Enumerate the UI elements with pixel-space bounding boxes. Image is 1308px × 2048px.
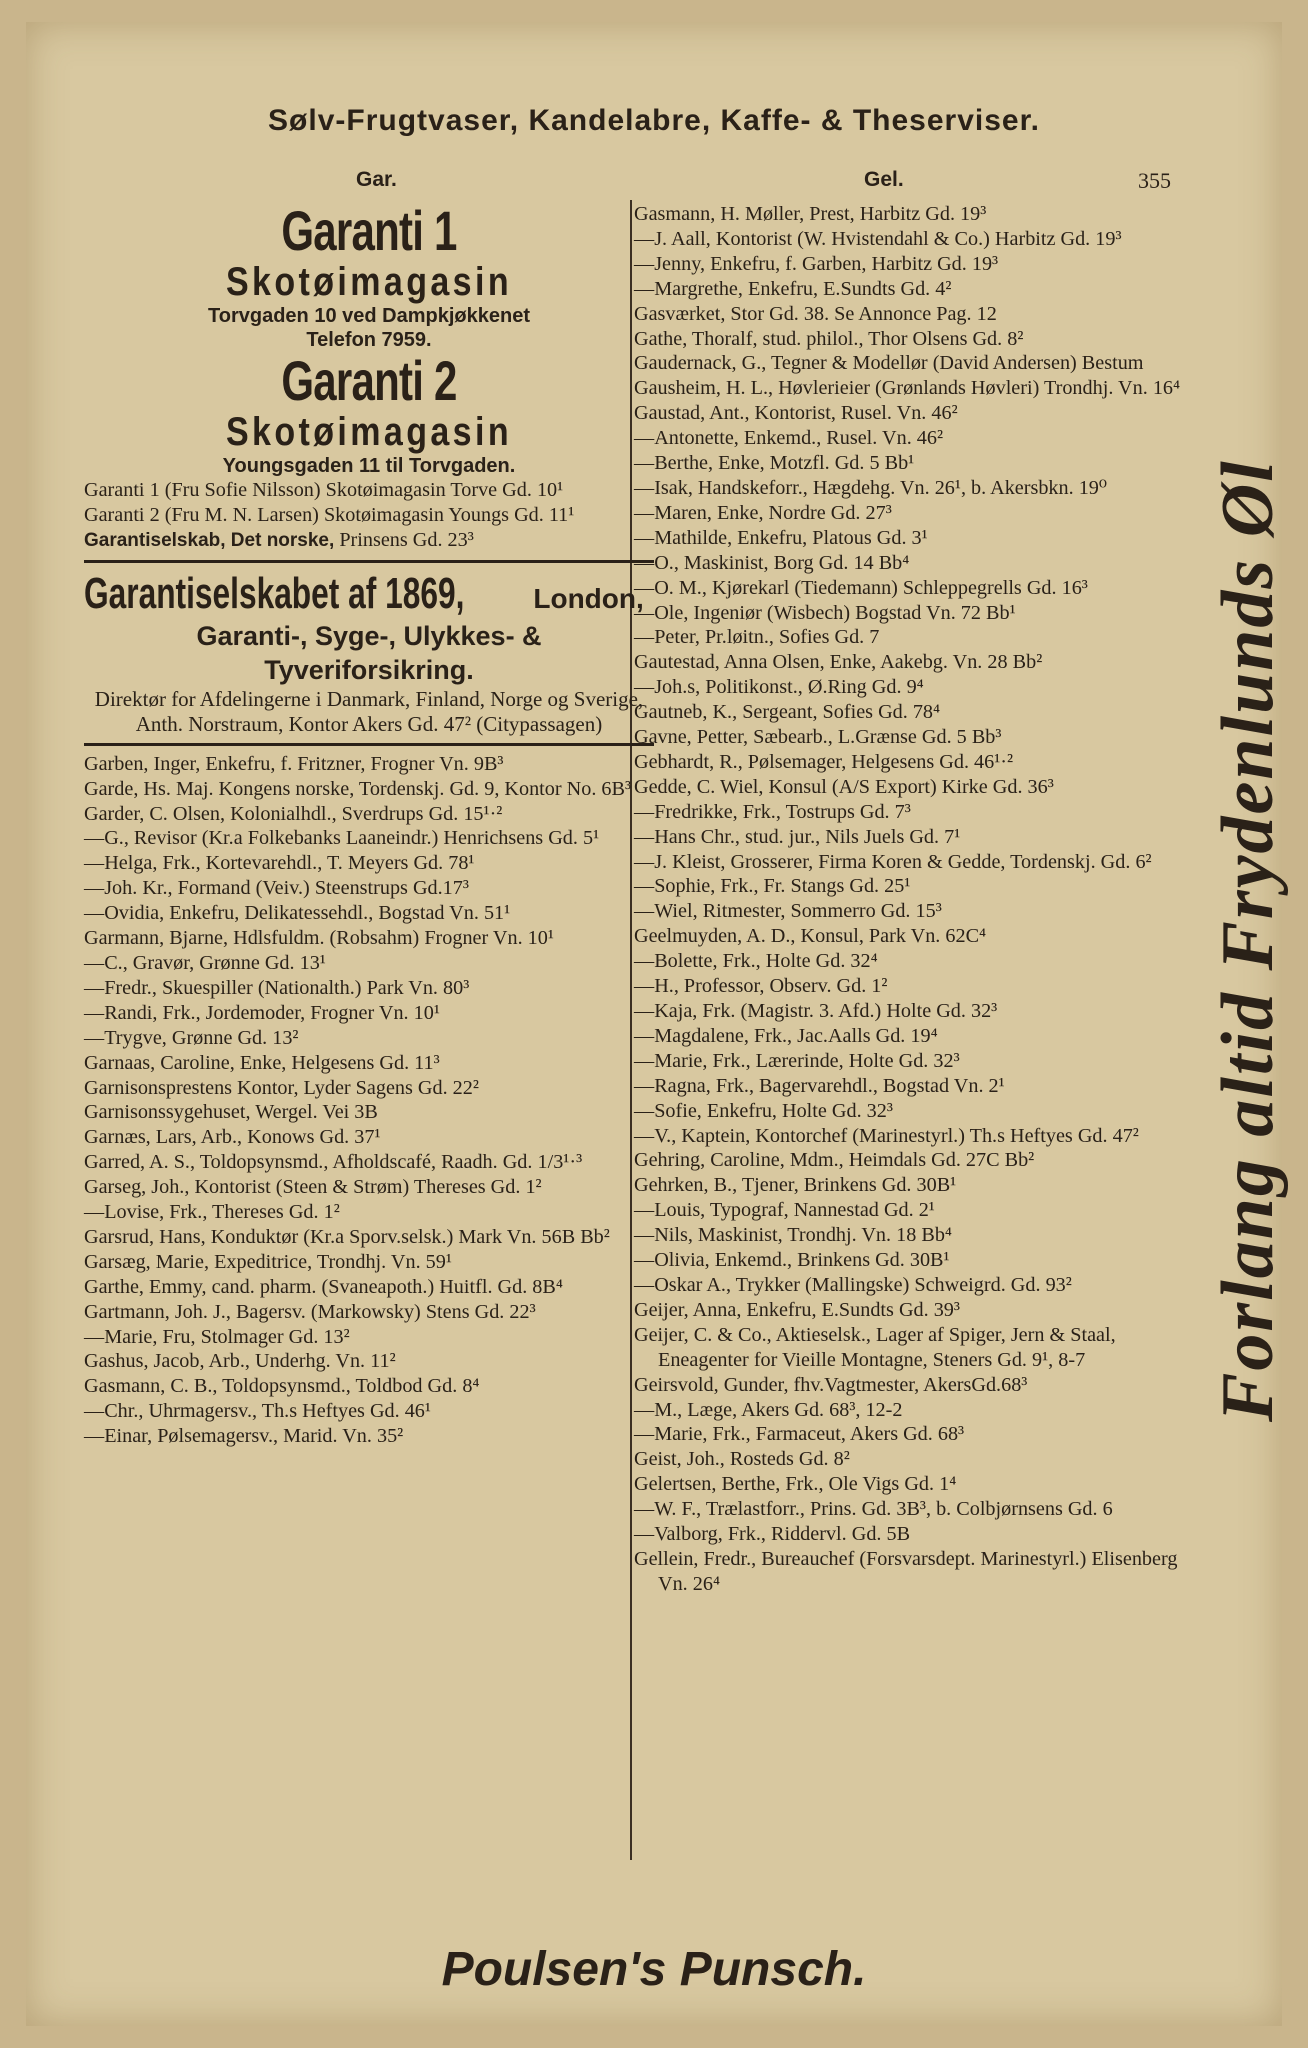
list-item: Gaudernack, G., Tegner & Modellør (David Andersen) Bestum xyxy=(634,352,1144,375)
list-item: Garnisonsprestens Kontor, Lyder Sagens Gd. 22² xyxy=(84,1076,479,1099)
insurance-ad-line1: Garanti-, Syge-, Ulykkes- & xyxy=(196,620,542,651)
list-item: —Jenny, Enkefru, f. Garben, Harbitz Gd. 19³ xyxy=(634,252,999,275)
list-item: —Joh. Kr., Formand (Veiv.) Steenstrups Gd.17³ xyxy=(84,877,469,900)
garanti-2-title: Garanti 2 xyxy=(281,349,457,412)
list-item: Garnaas, Caroline, Enke, Helgesens Gd. 11³ xyxy=(84,1051,440,1074)
divider-rule xyxy=(84,560,654,563)
list-item: —Sofie, Enkefru, Holte Gd. 32³ xyxy=(634,1099,893,1122)
list-item: Garben, Inger, Enkefru, f. Fritzner, Frogner Vn. 9B³ xyxy=(84,752,504,775)
page-number: 355 xyxy=(1138,168,1171,193)
list-item: Gehring, Caroline, Mdm., Heimdals Gd. 27C Bb² xyxy=(634,1149,1035,1172)
insurance-ad xyxy=(84,569,654,737)
list-item: —O., Maskinist, Borg Gd. 14 Bb⁴ xyxy=(634,551,910,574)
list-item: —W. F., Trælastforr., Prins. Gd. 3B³, b. Colbjørnsens Gd. 6 xyxy=(634,1498,1113,1521)
list-item: —Marie, Frk., Farmaceut, Akers Gd. 68³ xyxy=(634,1423,965,1446)
list-item: Garder, C. Olsen, Kolonialhdl., Sverdrups Gd. 15¹·² xyxy=(84,802,503,825)
list-item: Gaustad, Ant., Kontorist, Rusel. Vn. 46² xyxy=(634,402,958,425)
list-item: —Sophie, Frk., Fr. Stangs Gd. 25¹ xyxy=(634,875,911,898)
list-item: —Olivia, Enkemd., Brinkens Gd. 30B¹ xyxy=(634,1249,950,1272)
garanti-ad xyxy=(84,199,654,478)
list-item: Garnisonssygehuset, Wergel. Vei 3B xyxy=(84,1101,378,1124)
list-item: —Lovise, Frk., Thereses Gd. 1² xyxy=(84,1201,340,1224)
insurance-ad-title: Garantiselskabet af 1869, xyxy=(84,568,465,618)
list-item: Garsæg, Marie, Expeditrice, Trondhj. Vn. 59¹ xyxy=(84,1250,452,1273)
list-item: —Oskar A., Trykker (Mallingske) Schweigrd. Gd. 93² xyxy=(634,1273,1072,1296)
garanti-2-address: Youngsgaden 11 til Torvgaden. xyxy=(222,455,516,477)
list-item: —Bolette, Frk., Holte Gd. 32⁴ xyxy=(634,950,878,973)
right-entry-list xyxy=(634,202,1210,1597)
top-banner-ad: Sølv-Frugtvaser, Kandelabre, Kaffe- & Theserviser. xyxy=(268,104,1040,137)
list-item: —Louis, Typograf, Nannestad Gd. 2¹ xyxy=(634,1199,935,1222)
list-item: —C., Gravør, Grønne Gd. 13¹ xyxy=(84,951,326,974)
list-item: Garthe, Emmy, cand. pharm. (Svaneapoth.) Huitfl. Gd. 8B⁴ xyxy=(84,1275,563,1298)
list-item: —J. Aall, Kontorist (W. Hvistendahl & Co.) Harbitz Gd. 19³ xyxy=(634,227,1122,250)
list-item: Gasmann, C. B., Toldopsynsmd., Toldbod Gd. 8⁴ xyxy=(84,1375,480,1398)
garanti-2-shop: Skotøimagasin xyxy=(225,410,513,454)
list-item: Gavne, Petter, Sæbearb., L.Grænse Gd. 5 Bb³ xyxy=(634,726,1002,749)
header-range-end: Gel. xyxy=(864,168,904,191)
list-item: —G., Revisor (Kr.a Folkebanks Laaneindr.) Henrichsens Gd. 5¹ xyxy=(84,827,600,850)
list-item: Gautneb, K., Sergeant, Sofies Gd. 78⁴ xyxy=(634,701,941,724)
garanti-1-phone: Telefon 7959. xyxy=(306,329,432,351)
list-item: —Fredr., Skuespiller (Nationalth.) Park Vn. 80³ xyxy=(84,976,470,999)
list-item: —Ole, Ingeniør (Wisbech) Bogstad Vn. 72 Bb¹ xyxy=(634,601,1016,624)
list-item: Gausheim, H. L., Høvlerieier (Grønlands Høvleri) Trondhj. Vn. 16⁴ xyxy=(634,377,1181,400)
right-column xyxy=(634,202,1210,1597)
list-item: Gedde, C. Wiel, Konsul (A/S Export) Kirke Gd. 36³ xyxy=(634,775,1054,798)
list-item: Geelmuyden, A. D., Konsul, Park Vn. 62C⁴ xyxy=(634,925,987,948)
list-item: Gelertsen, Berthe, Frk., Ole Vigs Gd. 1⁴ xyxy=(634,1473,957,1496)
side-advertisement: Forlang altid Frydenlunds Øl xyxy=(1207,459,1289,1422)
list-item: —Chr., Uhrmagersv., Th.s Heftyes Gd. 46¹ xyxy=(84,1400,431,1423)
list-item: Garanti 2 (Fru M. N. Larsen) Skotøimagasin Youngs Gd. 11¹ xyxy=(84,503,575,526)
list-item: Gasmann, H. Møller, Prest, Harbitz Gd. 19³ xyxy=(634,203,987,225)
list-item: —V., Kaptein, Kontorchef (Marinestyrl.) Th.s Heftyes Gd. 47² xyxy=(634,1124,1139,1147)
list-item: —Mathilde, Enkefru, Platous Gd. 3¹ xyxy=(634,526,928,549)
list-item: Gartmann, Joh. J., Bagersv. (Markowsky) Stens Gd. 22³ xyxy=(84,1300,536,1323)
list-item: —Kaja, Frk. (Magistr. 3. Afd.) Holte Gd. 32³ xyxy=(634,1000,998,1022)
garanti-1-shop: Skotøimagasin xyxy=(225,260,513,304)
list-item: —Fredrikke, Frk., Tostrups Gd. 7³ xyxy=(634,800,911,823)
list-item: Geist, Joh., Rosteds Gd. 8² xyxy=(634,1448,850,1471)
list-item: Garmann, Bjarne, Hdlsfuldm. (Robsahm) Frogner Vn. 10¹ xyxy=(84,927,554,950)
divider-rule xyxy=(84,743,654,746)
list-item: —Magdalene, Frk., Jac.Aalls Gd. 19⁴ xyxy=(634,1024,938,1047)
list-item: Geijer, C. & Co., Aktieselsk., Lager af Spiger, Jern & Staal, Eneagenter for Vieille Montagne, Steners Gd. 9¹, 8-7 xyxy=(634,1323,1116,1371)
list-item: Garseg, Joh., Kontorist (Steen & Strøm) Thereses Gd. 1² xyxy=(84,1176,542,1199)
insurance-ad-city: London, xyxy=(533,582,644,614)
left-entry-list xyxy=(84,752,654,1449)
list-item: Garanti 1 (Fru Sofie Nilsson) Skotøimagasin Torve Gd. 10¹ xyxy=(84,479,564,501)
list-item: —Ragna, Frk., Bagervarehdl., Bogstad Vn. 2¹ xyxy=(634,1074,1005,1097)
list-item: Geijer, Anna, Enkefru, E.Sundts Gd. 39³ xyxy=(634,1298,960,1321)
list-item: —Valborg, Frk., Riddervl. Gd. 5B xyxy=(634,1523,911,1546)
list-item: Gathe, Thoralf, stud. philol., Thor Olsens Gd. 8² xyxy=(634,327,1024,350)
directory-page xyxy=(26,22,1289,2026)
garanti-1-title: Garanti 1 xyxy=(281,199,457,262)
list-item: —Einar, Pølsemagersv., Marid. Vn. 35² xyxy=(84,1425,404,1448)
list-item: Gasværket, Stor Gd. 38. Se Annonce Pag. 12 xyxy=(634,302,997,325)
list-item: Garred, A. S., Toldopsynsmd., Afholdscafé, Raadh. Gd. 1/3¹·³ xyxy=(84,1151,583,1174)
list-item xyxy=(84,528,654,554)
list-item: Gehrken, B., Tjener, Brinkens Gd. 30B¹ xyxy=(634,1174,957,1197)
list-item: —M., Læge, Akers Gd. 68³, 12-2 xyxy=(634,1398,903,1421)
garanti-1-address: Torvgaden 10 ved Dampkjøkkenet xyxy=(208,305,530,327)
list-item: Garde, Hs. Maj. Kongens norske, Tordenskj. Gd. 9, Kontor No. 6B³ xyxy=(84,777,632,800)
list-item: —Joh.s, Politikonst., Ø.Ring Gd. 9⁴ xyxy=(634,676,924,699)
list-item: —Marie, Fru, Stolmager Gd. 13² xyxy=(84,1325,350,1348)
list-item: —H., Professor, Observ. Gd. 1² xyxy=(634,975,888,998)
left-column xyxy=(84,199,654,1449)
list-item: —Peter, Pr.løitn., Sofies Gd. 7 xyxy=(634,626,880,649)
list-item: —Randi, Frk., Jordemoder, Frogner Vn. 10¹ xyxy=(84,1001,440,1024)
list-item: —Antonette, Enkemd., Rusel. Vn. 46² xyxy=(634,427,944,450)
insurance-ad-line2: Tyveriforsikring. xyxy=(264,654,474,685)
list-item: Gellein, Fredr., Bureauchef (Forsvarsdept. Marinestyrl.) Elisenberg Vn. 26⁴ xyxy=(634,1547,1178,1595)
list-item: —J. Kleist, Grosserer, Firma Koren & Gedde, Tordenskj. Gd. 6² xyxy=(634,850,1152,873)
entry-rest: Prinsens Gd. 23³ xyxy=(334,528,474,551)
list-item: Garnæs, Lars, Arb., Konows Gd. 37¹ xyxy=(84,1126,381,1149)
list-item: Gashus, Jacob, Arb., Underhg. Vn. 11² xyxy=(84,1350,396,1373)
list-item: —Maren, Enke, Nordre Gd. 27³ xyxy=(634,501,892,524)
list-item: Gebhardt, R., Pølsemager, Helgesens Gd. 46¹·² xyxy=(634,750,1014,773)
entry-name-bold: Garantiselskab, Det norske, xyxy=(84,529,335,551)
list-item: —Ovidia, Enkefru, Delikatessehdl., Bogstad Vn. 51¹ xyxy=(84,902,511,925)
list-item: Geirsvold, Gunder, fhv.Vagtmester, AkersGd.68³ xyxy=(634,1373,1028,1396)
list-item: —Margrethe, Enkefru, E.Sundts Gd. 4² xyxy=(634,277,952,300)
list-item: —Trygve, Grønne Gd. 13² xyxy=(84,1026,299,1049)
list-item: —Hans Chr., stud. jur., Nils Juels Gd. 7¹ xyxy=(634,825,961,848)
list-item: —Nils, Maskinist, Trondhj. Vn. 18 Bb⁴ xyxy=(634,1224,952,1247)
list-item: Garsrud, Hans, Konduktør (Kr.a Sporv.selsk.) Mark Vn. 56B Bb² xyxy=(84,1225,610,1248)
list-item: —Helga, Frk., Kortevarehdl., T. Meyers Gd. 78¹ xyxy=(84,852,475,875)
list-item: —Wiel, Ritmester, Sommerro Gd. 15³ xyxy=(634,900,942,923)
list-item: —Isak, Handskeforr., Hægdehg. Vn. 26¹, b. Akersbkn. 19⁰ xyxy=(634,476,1107,499)
list-item: —Berthe, Enke, Motzfl. Gd. 5 Bb¹ xyxy=(634,452,915,475)
insurance-ad-director: Direktør for Afdelingerne i Danmark, Finland, Norge og Sverige, Anth. Norstraum, Kontor Akers Gd. 47² (Citypassagen) xyxy=(94,686,644,736)
list-item: —O. M., Kjørekarl (Tiedemann) Schleppegrells Gd. 16³ xyxy=(634,576,1088,599)
bottom-advertisement: Poulsen's Punsch. xyxy=(441,1943,867,1996)
header-range-start: Gar. xyxy=(356,168,397,191)
list-item: —Marie, Frk., Lærerinde, Holte Gd. 32³ xyxy=(634,1049,960,1072)
list-item: Gautestad, Anna Olsen, Enke, Aakebg. Vn. 28 Bb² xyxy=(634,651,1043,674)
